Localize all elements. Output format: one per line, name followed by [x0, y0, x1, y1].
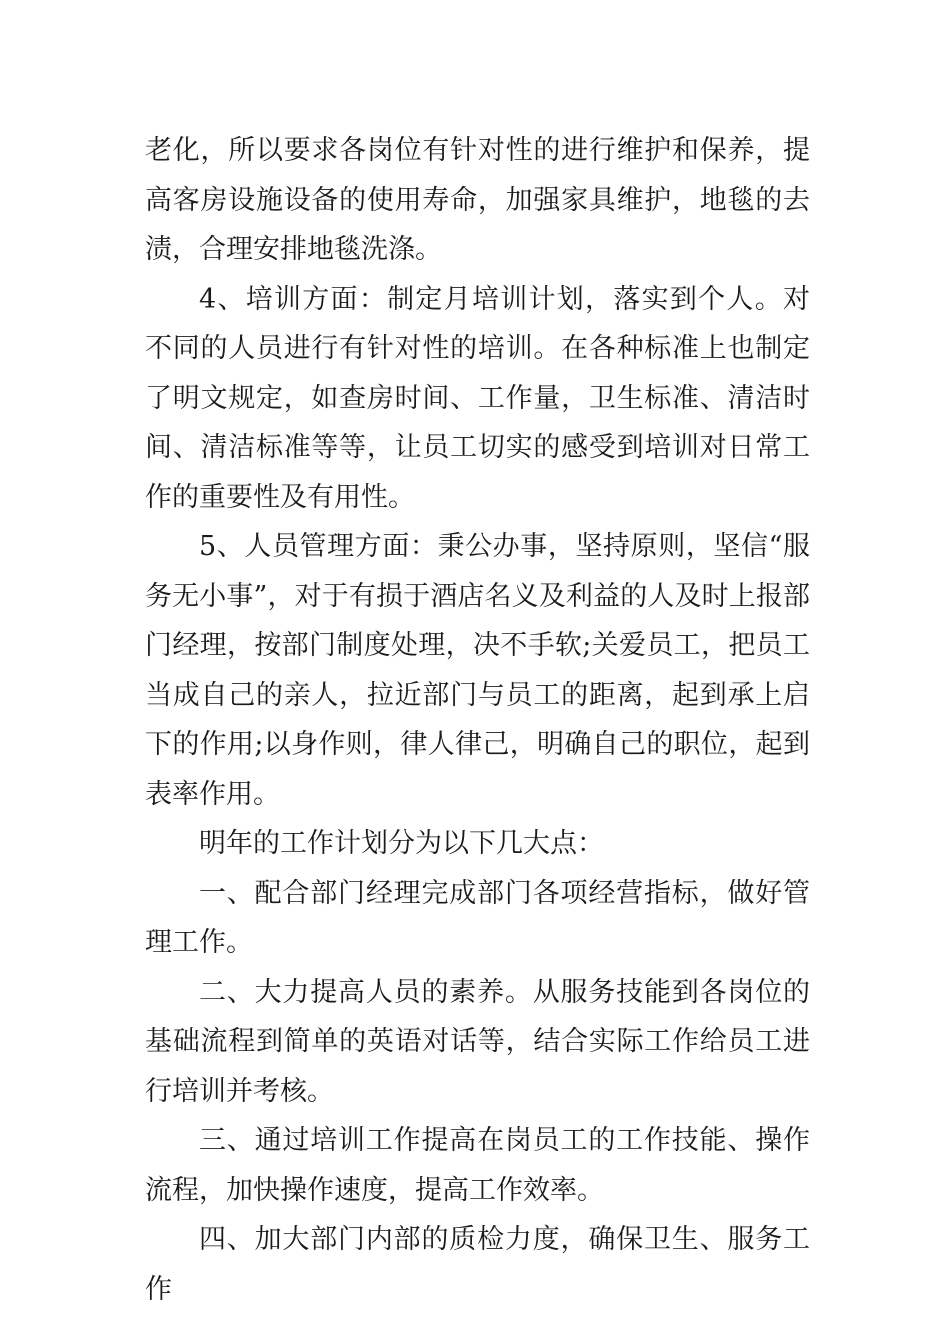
- paragraph-training: 4、培训方面：制定月培训计划，落实到个人。对不同的人员进行有针对性的培训。在各种标准上也制定了明文规定，如查房时间、工作量，卫生标准、清洁时间、清洁标准等等，让员工切实的感受到培训对日常工作的重要性及有用性。: [145, 283, 810, 513]
- paragraph-plan-intro: 明年的工作计划分为以下几大点：: [199, 828, 604, 859]
- paragraph-plan-item-1: 一、配合部门经理完成部门各项经营指标，做好管理工作。: [145, 877, 810, 958]
- paragraph-continued: 老化，所以要求各岗位有针对性的进行维护和保养，提高客房设施设备的使用寿命，加强家具维护，地毯的去渍，合理安排地毯洗涤。: [145, 135, 810, 265]
- paragraph-plan-item-3: 三、通过培训工作提高在岗员工的工作技能、操作流程，加快操作速度，提高工作效率。: [145, 1125, 810, 1206]
- paragraph-plan-item-2: 二、大力提高人员的素养。从服务技能到各岗位的基础流程到简单的英语对话等，结合实际工作给员工进行培训并考核。: [145, 976, 810, 1107]
- paragraph-plan-item-4: 四、加大部门内部的质检力度，确保卫生、服务工作: [145, 1224, 810, 1305]
- paragraph-staff-management: 5、人员管理方面：秉公办事，坚持原则，坚信“服务无小事”，对于有损于酒店名义及利益的人及时上报部门经理，按部门制度处理，决不手软;关爱员工，把员工当成自己的亲人，拉近部门与员工的距离，起到承上启下的作用;以身作则，律人律己，明确自己的职位，起到表率作用。: [145, 531, 810, 810]
- document-body: [145, 126, 810, 1314]
